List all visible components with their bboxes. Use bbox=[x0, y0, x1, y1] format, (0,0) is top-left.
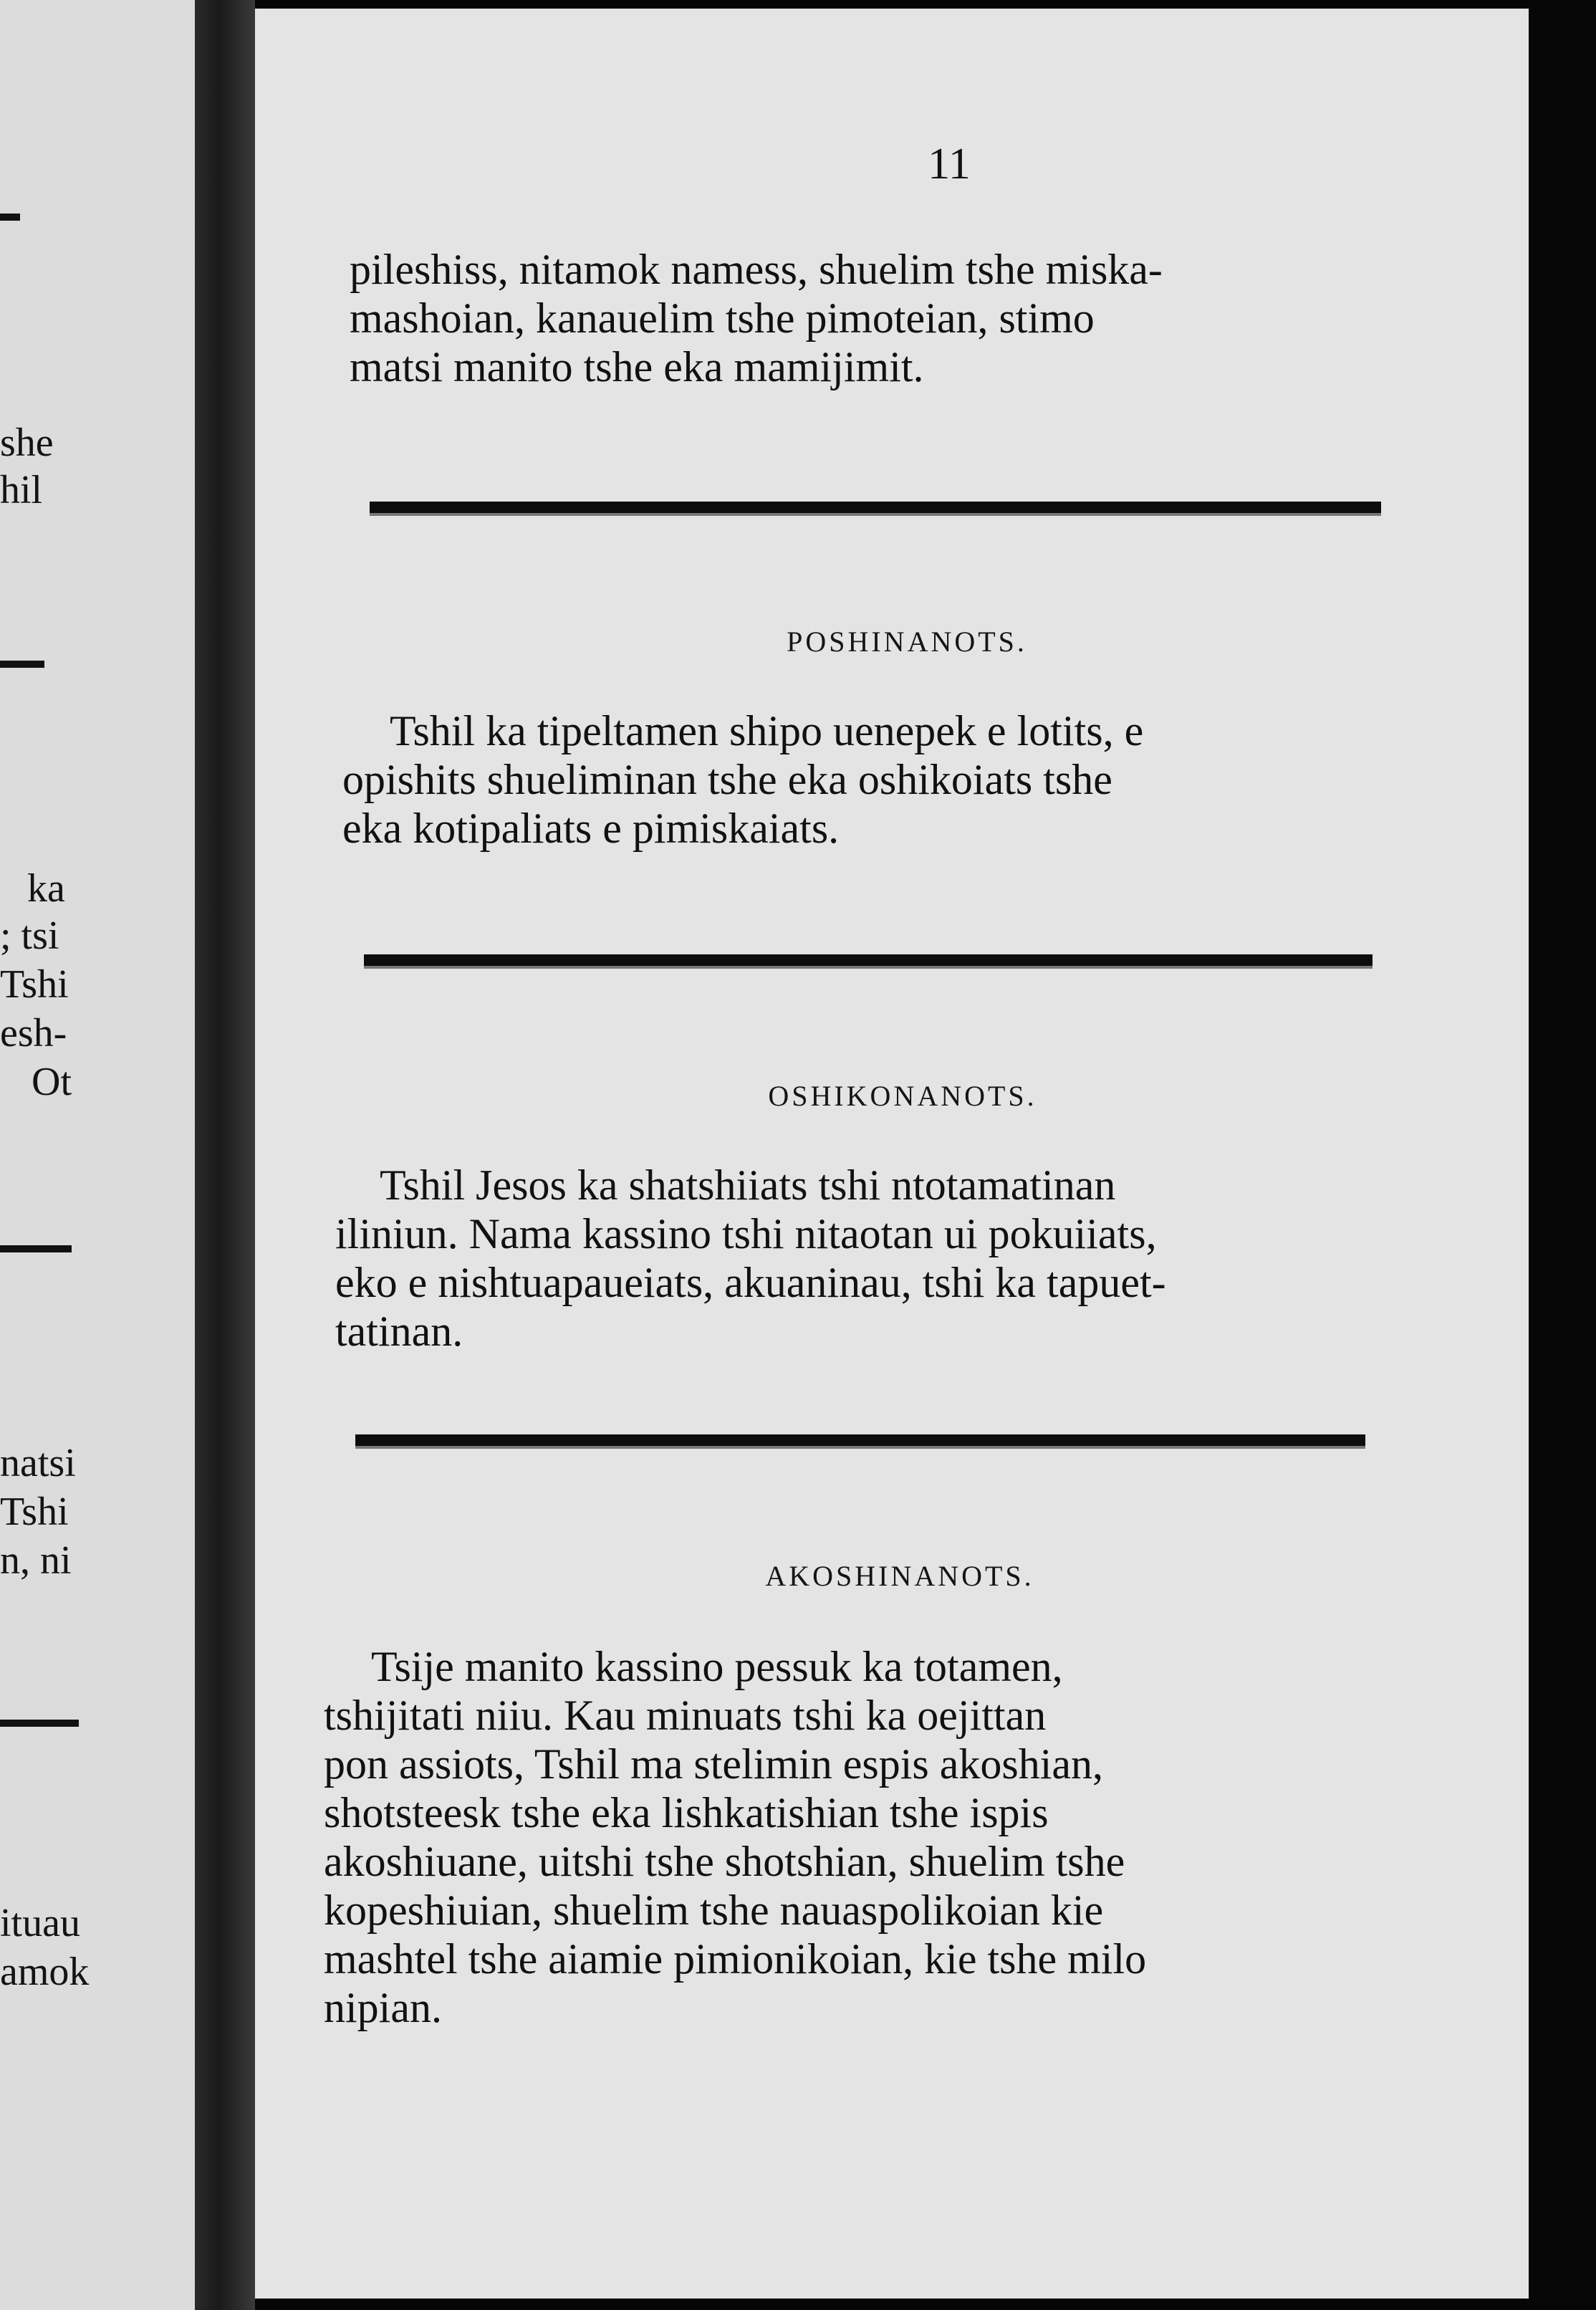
text-line: nipian. bbox=[324, 1984, 442, 2031]
text-line: iliniun. Nama kassino tshi nitaotan ui pokuiiats, bbox=[335, 1210, 1157, 1257]
text-line: kopeshiuian, shuelim tshe nauaspolikoian kie bbox=[324, 1887, 1104, 1934]
book-page bbox=[255, 9, 1529, 2299]
text-line: mashoian, kanauelim tshe pimoteian, stimo bbox=[350, 294, 1095, 342]
section-heading: AKOSHINANOTS. bbox=[765, 1560, 1034, 1592]
text-line: akoshiuane, uitshi tshe shotshian, shuelim tshe bbox=[324, 1838, 1125, 1885]
left-page-fragment: ituau bbox=[0, 1901, 80, 1945]
left-page-rule bbox=[0, 1720, 79, 1727]
text-line: matsi manito tshe eka mamijimit. bbox=[350, 343, 924, 390]
left-page-rule bbox=[0, 214, 20, 221]
left-page-fragment: she bbox=[0, 421, 54, 465]
left-page-fragment: Tshi bbox=[0, 1490, 69, 1534]
left-page-fragment: ka bbox=[27, 866, 65, 911]
text-line: pon assiots, Tshil ma stelimin espis akoshian, bbox=[324, 1740, 1103, 1788]
section-heading: OSHIKONANOTS. bbox=[768, 1080, 1037, 1112]
opening-paragraph bbox=[350, 245, 1404, 391]
book-gutter-shadow bbox=[195, 0, 255, 2310]
text-line: pileshiss, nitamok namess, shuelim tshe miska- bbox=[350, 246, 1163, 293]
text-line: Tsije manito kassino pessuk ka totamen, bbox=[371, 1643, 1063, 1690]
left-page-fragment: Ot bbox=[32, 1060, 72, 1104]
text-line: tshijitati niiu. Kau minuats tshi ka oejittan bbox=[324, 1692, 1047, 1739]
left-page-rule bbox=[0, 661, 44, 668]
left-page-fragment: natsi bbox=[0, 1441, 76, 1485]
section-divider-rule bbox=[370, 502, 1381, 516]
section-heading: POSHINANOTS. bbox=[787, 626, 1027, 658]
section-divider-rule bbox=[355, 1434, 1365, 1449]
left-page-fragment: amok bbox=[0, 1950, 90, 1994]
text-line: eko e nishtuapaueiats, akuaninau, tshi ka tapuet- bbox=[335, 1259, 1166, 1306]
left-page-fragment: ; tsi bbox=[0, 914, 59, 958]
left-page-fragment: hil bbox=[0, 468, 43, 512]
left-facing-page bbox=[0, 0, 195, 2310]
left-page-rule bbox=[0, 1245, 72, 1252]
left-page-fragment: Tshi bbox=[0, 962, 69, 1007]
section-divider-rule bbox=[364, 954, 1373, 969]
page-number: 11 bbox=[928, 140, 971, 188]
text-line: eka kotipaliats e pimiskaiats. bbox=[342, 805, 840, 852]
left-page-fragment: n, ni bbox=[0, 1538, 72, 1583]
text-line: Tshil ka tipeltamen shipo uenepek e lotits, e bbox=[390, 707, 1144, 754]
left-page-fragment: esh- bbox=[0, 1011, 67, 1055]
text-line: opishits shueliminan tshe eka oshikoiats tshe bbox=[342, 756, 1112, 803]
text-line: mashtel tshe aiamie pimionikoian, kie tshe milo bbox=[324, 1935, 1147, 1983]
text-line: Tshil Jesos ka shatshiiats tshi ntotamatinan bbox=[380, 1161, 1116, 1209]
section-paragraph bbox=[342, 706, 1394, 853]
section-paragraph bbox=[335, 1161, 1393, 1356]
text-line: tatinan. bbox=[335, 1308, 463, 1355]
section-paragraph bbox=[324, 1642, 1380, 2032]
text-line: shotsteesk tshe eka lishkatishian tshe ispis bbox=[324, 1789, 1049, 1836]
